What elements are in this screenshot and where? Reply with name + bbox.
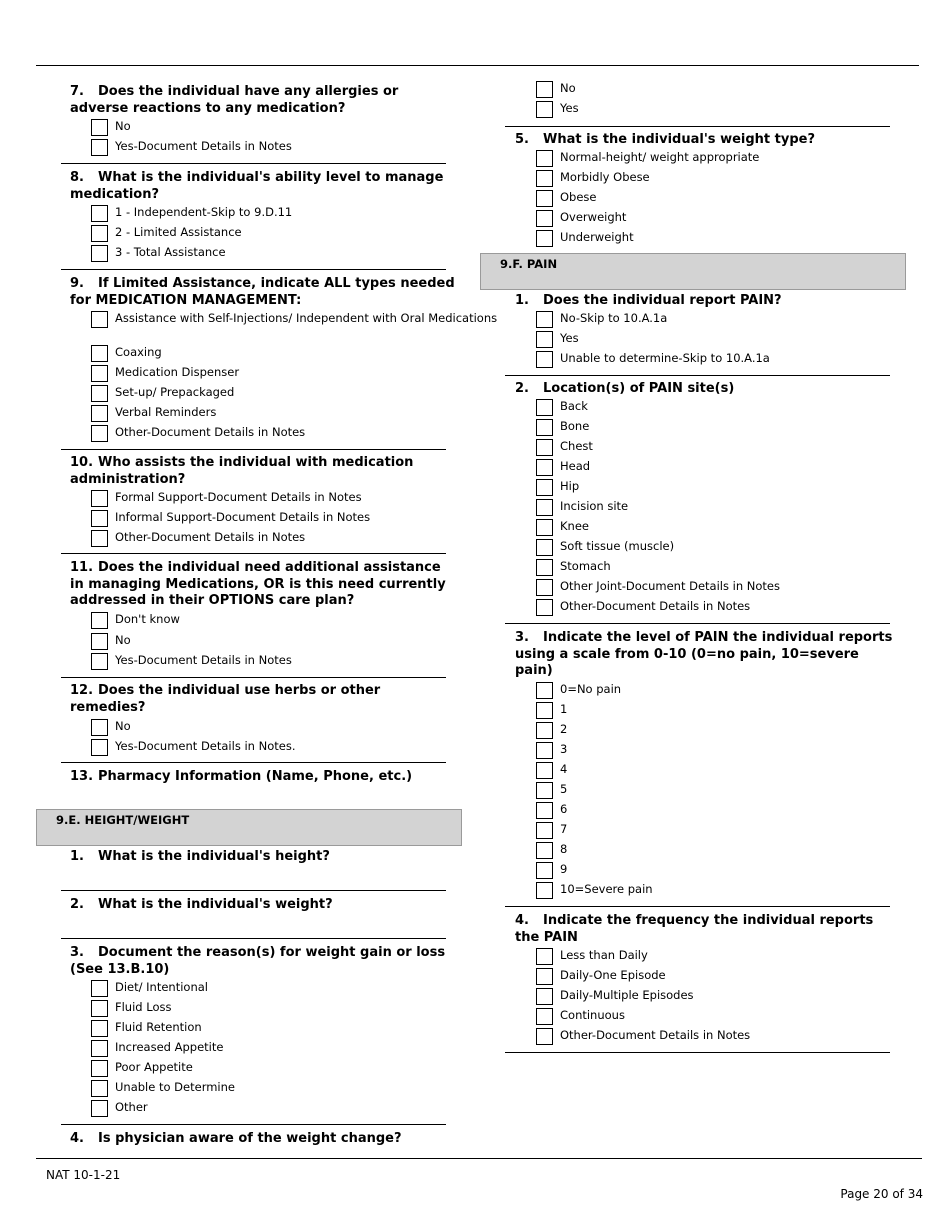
pain-level-option-6[interactable]: 6 <box>536 801 567 819</box>
checkbox[interactable] <box>91 311 108 328</box>
reason-option-diet[interactable]: Diet/ Intentional <box>91 979 208 997</box>
checkbox[interactable] <box>536 762 553 779</box>
reason-option-fluid-retention[interactable]: Fluid Retention <box>91 1019 202 1037</box>
q9-option-dispenser[interactable]: Medication Dispenser <box>91 364 239 382</box>
weight-change-reason-question: 3. Document the reason(s) for weight gain or loss (See 13.B.10) <box>70 945 446 977</box>
divider <box>61 1124 446 1125</box>
q7-option-yes[interactable]: Yes-Document Details in Notes <box>91 138 292 156</box>
q9-option-coaxing[interactable]: Coaxing <box>91 344 162 362</box>
pain-frequency-option-continuous[interactable]: Continuous <box>536 1007 625 1025</box>
question-8: 8. What is the individual's ability level to manage medication? <box>70 170 444 202</box>
checkbox[interactable] <box>536 742 553 759</box>
checkbox[interactable] <box>536 101 553 118</box>
q12-option-no[interactable]: No <box>91 718 131 736</box>
checkbox[interactable] <box>91 1000 108 1017</box>
checkbox[interactable] <box>91 739 108 756</box>
checkbox[interactable] <box>536 722 553 739</box>
checkbox[interactable] <box>536 682 553 699</box>
divider <box>61 762 446 763</box>
checkbox[interactable] <box>536 1028 553 1045</box>
q11-option-no[interactable]: No <box>91 632 131 650</box>
pain-report-question: 1. Does the individual report PAIN? <box>515 293 782 308</box>
pain-level-option-2[interactable]: 2 <box>536 721 567 739</box>
checkbox[interactable] <box>91 980 108 997</box>
pain-level-option-1[interactable]: 1 <box>536 701 567 719</box>
reason-option-other[interactable]: Other <box>91 1099 148 1117</box>
pain-level-option-5[interactable]: 5 <box>536 781 567 799</box>
divider <box>61 449 446 450</box>
question-10: 10. Who assists the individual with medication administration? <box>70 455 414 487</box>
checkbox[interactable] <box>91 612 108 629</box>
checkbox[interactable] <box>536 479 553 496</box>
page-number: Page 20 of 34 <box>840 1187 923 1201</box>
pain-location-option-hip[interactable]: Hip <box>536 478 579 496</box>
checkbox[interactable] <box>536 579 553 596</box>
checkbox[interactable] <box>536 519 553 536</box>
weight-type-option-morbidly-obese[interactable]: Morbidly Obese <box>536 169 650 187</box>
checkbox[interactable] <box>536 170 553 187</box>
divider <box>61 677 446 678</box>
divider <box>61 938 446 939</box>
checkbox[interactable] <box>536 351 553 368</box>
checkbox[interactable] <box>536 782 553 799</box>
pain-location-option-knee[interactable]: Knee <box>536 518 589 536</box>
footer-rule <box>36 1158 922 1159</box>
divider <box>505 126 890 127</box>
pain-location-option-other[interactable]: Other-Document Details in Notes <box>536 598 750 616</box>
weight-type-option-obese[interactable]: Obese <box>536 189 597 207</box>
checkbox[interactable] <box>91 345 108 362</box>
q12-option-yes[interactable]: Yes-Document Details in Notes. <box>91 738 295 756</box>
checkbox[interactable] <box>91 633 108 650</box>
pain-frequency-option-daily-multiple[interactable]: Daily-Multiple Episodes <box>536 987 694 1005</box>
pain-location-option-bone[interactable]: Bone <box>536 418 589 436</box>
section-header-pain <box>480 253 906 290</box>
divider <box>505 906 890 907</box>
checkbox[interactable] <box>91 1100 108 1117</box>
pain-location-option-soft-tissue[interactable]: Soft tissue (muscle) <box>536 538 674 556</box>
q7-option-no[interactable]: No <box>91 118 131 136</box>
checkbox[interactable] <box>536 988 553 1005</box>
checkbox[interactable] <box>536 862 553 879</box>
checkbox[interactable] <box>91 225 108 242</box>
checkbox[interactable] <box>91 530 108 547</box>
checkbox[interactable] <box>536 459 553 476</box>
pain-level-option-3[interactable]: 3 <box>536 741 567 759</box>
checkbox[interactable] <box>536 230 553 247</box>
q10-option-informal[interactable]: Informal Support-Document Details in Notes <box>91 509 370 527</box>
form-code: NAT 10-1-21 <box>46 1168 121 1182</box>
checkbox[interactable] <box>536 150 553 167</box>
q8-option-1[interactable]: 1 - Independent-Skip to 9.D.11 <box>91 204 292 222</box>
checkbox[interactable] <box>536 311 553 328</box>
divider <box>61 269 446 270</box>
question-13: 13. Pharmacy Information (Name, Phone, etc.) <box>70 769 413 784</box>
physician-aware-option-no[interactable]: No <box>536 80 576 98</box>
checkbox[interactable] <box>91 1020 108 1037</box>
pain-level-option-8[interactable]: 8 <box>536 841 567 859</box>
checkbox[interactable] <box>536 499 553 516</box>
checkbox[interactable] <box>91 205 108 222</box>
checkbox[interactable] <box>91 385 108 402</box>
q10-option-formal[interactable]: Formal Support-Document Details in Notes <box>91 489 362 507</box>
divider <box>505 375 890 376</box>
weight-type-option-overweight[interactable]: Overweight <box>536 209 626 227</box>
checkbox[interactable] <box>536 539 553 556</box>
checkbox[interactable] <box>91 490 108 507</box>
checkbox[interactable] <box>536 210 553 227</box>
pain-frequency-question: 4. Indicate the frequency the individual reports the PAIN <box>515 913 874 945</box>
question-7: 7. Does the individual have any allergies or adverse reactions to any medication? <box>70 84 399 116</box>
height-question: 1. What is the individual's height? <box>70 849 330 864</box>
weight-type-option-normal[interactable]: Normal-height/ weight appropriate <box>536 149 759 167</box>
pain-level-option-0[interactable]: 0=No pain <box>536 681 621 699</box>
pain-location-option-head[interactable]: Head <box>536 458 590 476</box>
reason-option-increased-appetite[interactable]: Increased Appetite <box>91 1039 223 1057</box>
pain-report-option-no[interactable]: No-Skip to 10.A.1a <box>536 310 667 328</box>
pain-location-option-other-joint[interactable]: Other Joint-Document Details in Notes <box>536 578 780 596</box>
question-12: 12. Does the individual use herbs or other remedies? <box>70 683 381 715</box>
checkbox[interactable] <box>536 882 553 899</box>
checkbox[interactable] <box>536 419 553 436</box>
reason-option-unable[interactable]: Unable to Determine <box>91 1079 235 1097</box>
pain-level-option-7[interactable]: 7 <box>536 821 567 839</box>
q10-option-other[interactable]: Other-Document Details in Notes <box>91 529 305 547</box>
pain-level-question: 3. Indicate the level of PAIN the individual reports using a scale from 0-10 (0=no pain, 10=severe pain) <box>515 630 893 678</box>
q8-option-2[interactable]: 2 - Limited Assistance <box>91 224 242 242</box>
checkbox[interactable] <box>536 439 553 456</box>
checkbox[interactable] <box>536 599 553 616</box>
section-header-height-weight <box>36 809 462 846</box>
checkbox[interactable] <box>91 405 108 422</box>
checkbox[interactable] <box>91 719 108 736</box>
checkbox[interactable] <box>536 948 553 965</box>
weight-type-option-underweight[interactable]: Underweight <box>536 229 634 247</box>
pain-location-option-chest[interactable]: Chest <box>536 438 593 456</box>
checkbox[interactable] <box>91 139 108 156</box>
question-9: 9. If Limited Assistance, indicate ALL types needed for MEDICATION MANAGEMENT: <box>70 276 455 308</box>
reason-option-poor-appetite[interactable]: Poor Appetite <box>91 1059 193 1077</box>
pain-location-option-incision[interactable]: Incision site <box>536 498 628 516</box>
checkbox[interactable] <box>536 702 553 719</box>
checkbox[interactable] <box>536 842 553 859</box>
question-11: 11. Does the individual need additional assistance in managing Medications, OR is this need currently addressed in their OPTIONS care plan? <box>70 560 446 608</box>
checkbox[interactable] <box>91 365 108 382</box>
divider <box>505 623 890 624</box>
pain-report-option-yes[interactable]: Yes <box>536 330 579 348</box>
section-title: 9.F. PAIN <box>500 257 558 271</box>
q9-option-self-injections[interactable]: Assistance with Self-Injections/ Independent with Oral Medications <box>91 310 497 328</box>
q9-option-verbal[interactable]: Verbal Reminders <box>91 404 216 422</box>
pain-level-option-4[interactable]: 4 <box>536 761 567 779</box>
divider <box>505 1052 890 1053</box>
checkbox[interactable] <box>536 559 553 576</box>
q9-option-setup[interactable]: Set-up/ Prepackaged <box>91 384 234 402</box>
q11-option-dont-know[interactable]: Don't know <box>91 611 180 629</box>
checkbox[interactable] <box>536 81 553 98</box>
checkbox[interactable] <box>536 802 553 819</box>
checkbox[interactable] <box>91 1080 108 1097</box>
checkbox[interactable] <box>536 1008 553 1025</box>
checkbox[interactable] <box>91 119 108 136</box>
checkbox[interactable] <box>91 245 108 262</box>
pain-location-option-back[interactable]: Back <box>536 398 588 416</box>
pain-frequency-option-daily-one[interactable]: Daily-One Episode <box>536 967 666 985</box>
pain-report-option-unable[interactable]: Unable to determine-Skip to 10.A.1a <box>536 350 770 368</box>
checkbox[interactable] <box>536 822 553 839</box>
top-rule <box>36 65 919 66</box>
pain-frequency-option-less-than-daily[interactable]: Less than Daily <box>536 947 648 965</box>
pain-location-question: 2. Location(s) of PAIN site(s) <box>515 381 735 396</box>
checkbox[interactable] <box>91 1060 108 1077</box>
q8-option-3[interactable]: 3 - Total Assistance <box>91 244 226 262</box>
weight-question: 2. What is the individual's weight? <box>70 897 333 912</box>
reason-option-fluid-loss[interactable]: Fluid Loss <box>91 999 171 1017</box>
checkbox[interactable] <box>91 653 108 670</box>
q9-option-other[interactable]: Other-Document Details in Notes <box>91 424 305 442</box>
weight-type-question: 5. What is the individual's weight type? <box>515 132 816 147</box>
checkbox[interactable] <box>536 331 553 348</box>
checkbox[interactable] <box>91 1040 108 1057</box>
q11-option-yes[interactable]: Yes-Document Details in Notes <box>91 652 292 670</box>
physician-aware-option-yes[interactable]: Yes <box>536 100 579 118</box>
checkbox[interactable] <box>91 510 108 527</box>
section-title: 9.E. HEIGHT/WEIGHT <box>56 813 190 827</box>
pain-frequency-option-other[interactable]: Other-Document Details in Notes <box>536 1027 750 1045</box>
checkbox[interactable] <box>536 968 553 985</box>
physician-aware-question: 4. Is physician aware of the weight change? <box>70 1131 402 1146</box>
checkbox[interactable] <box>91 425 108 442</box>
divider <box>61 890 446 891</box>
pain-location-option-stomach[interactable]: Stomach <box>536 558 611 576</box>
pain-level-option-10[interactable]: 10=Severe pain <box>536 881 653 899</box>
divider <box>61 163 446 164</box>
pain-level-option-9[interactable]: 9 <box>536 861 567 879</box>
checkbox[interactable] <box>536 399 553 416</box>
checkbox[interactable] <box>536 190 553 207</box>
divider <box>61 553 446 554</box>
